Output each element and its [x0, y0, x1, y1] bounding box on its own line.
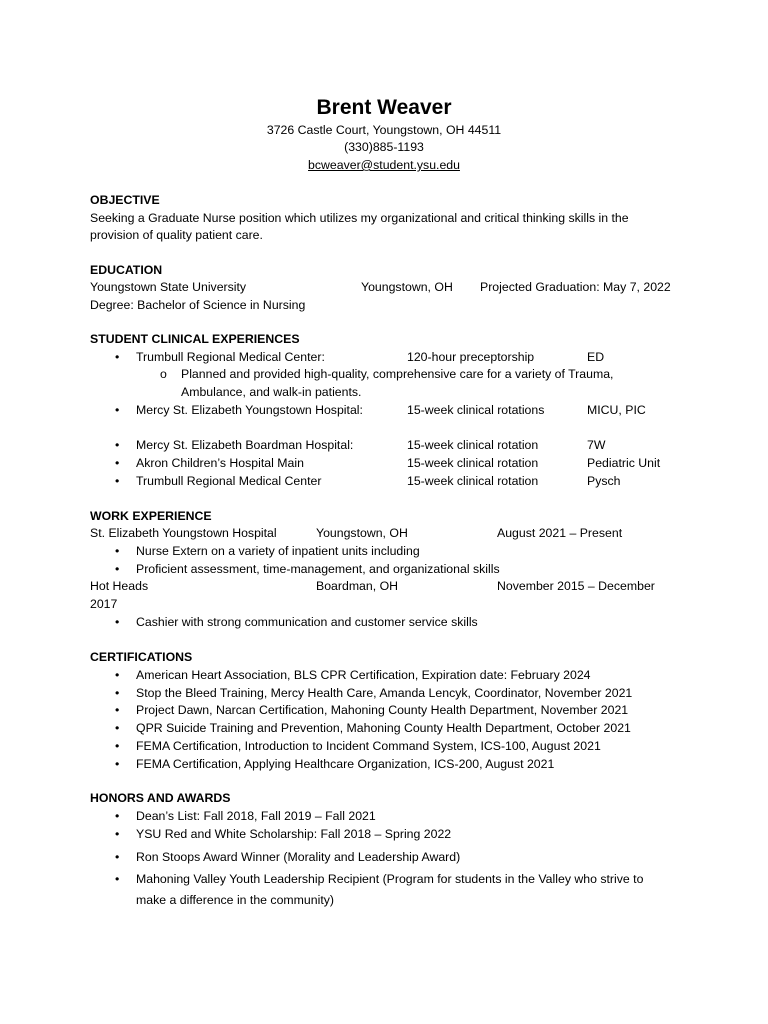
- work-bullet: Cashier with strong communication and customer service skills: [136, 615, 478, 629]
- clinical-site: Trumbull Regional Medical Center: [136, 474, 322, 488]
- certification-item: FEMA Certification, Introduction to Incident Command System, ICS-100, August 2021: [136, 739, 601, 753]
- education-heading: EDUCATION: [90, 263, 163, 277]
- email-link[interactable]: bcweaver@student.ysu.edu: [308, 158, 460, 172]
- work-dates: August 2021 – Present: [497, 526, 623, 540]
- work-heading: WORK EXPERIENCE: [90, 509, 212, 523]
- clinical-sub-detail: Ambulance, and walk-in patients.: [181, 385, 362, 399]
- bullet-icon: •: [115, 474, 120, 488]
- clinical-unit: Pysch: [587, 474, 621, 488]
- objective-text-line: Seeking a Graduate Nurse position which utilizes my organizational and critical thinking skills in the: [90, 211, 629, 225]
- honor-item: Mahoning Valley Youth Leadership Recipient (Program for students in the Valley who strive to: [136, 872, 644, 886]
- clinical-duration: 15-week clinical rotation: [407, 474, 539, 488]
- bullet-icon: •: [115, 850, 120, 864]
- honors-heading: HONORS AND AWARDS: [90, 791, 231, 805]
- education-degree: Degree: Bachelor of Science in Nursing: [90, 298, 306, 312]
- bullet-icon: •: [115, 703, 120, 717]
- bullet-icon: •: [115, 615, 120, 629]
- clinical-duration: 15-week clinical rotation: [407, 438, 539, 452]
- clinical-site: Trumbull Regional Medical Center:: [136, 350, 325, 364]
- objective-heading: OBJECTIVE: [90, 193, 160, 207]
- bullet-icon: •: [115, 544, 120, 558]
- work-employer: Hot Heads: [90, 579, 149, 593]
- bullet-icon: •: [115, 668, 120, 682]
- clinical-site: Mercy St. Elizabeth Boardman Hospital:: [136, 438, 354, 452]
- bullet-icon: •: [115, 739, 120, 753]
- honor-item: Ron Stoops Award Winner (Morality and Leadership Award): [136, 850, 461, 864]
- honor-item: YSU Red and White Scholarship: Fall 2018 – Spring 2022: [136, 827, 452, 841]
- work-bullet: Nurse Extern on a variety of inpatient units including: [136, 544, 420, 558]
- bullet-icon: •: [115, 721, 120, 735]
- certification-item: FEMA Certification, Applying Healthcare Organization, ICS-200, August 2021: [136, 757, 555, 771]
- clinical-sub-detail: Planned and provided high-quality, comprehensive care for a variety of Trauma,: [181, 367, 614, 381]
- bullet-icon: •: [115, 350, 120, 364]
- clinical-unit: Pediatric Unit: [587, 456, 661, 470]
- bullet-icon: •: [115, 403, 120, 417]
- clinical-duration: 120-hour preceptorship: [407, 350, 535, 364]
- work-location: Youngstown, OH: [316, 526, 408, 540]
- clinical-duration: 15-week clinical rotation: [407, 456, 539, 470]
- address: 3726 Castle Court, Youngstown, OH 44511: [266, 123, 502, 137]
- work-location: Boardman, OH: [316, 579, 399, 593]
- education-graduation: Projected Graduation: May 7, 2022: [480, 280, 671, 294]
- honor-item-continued: make a difference in the community): [136, 893, 334, 907]
- bullet-icon: •: [115, 827, 120, 841]
- bullet-icon: •: [115, 757, 120, 771]
- honor-item: Dean’s List: Fall 2018, Fall 2019 – Fall 2021: [136, 809, 376, 823]
- work-dates: November 2015 – December: [497, 579, 655, 593]
- sub-bullet-icon: o: [160, 367, 167, 381]
- bullet-icon: •: [115, 562, 120, 576]
- work-employer: St. Elizabeth Youngstown Hospital: [90, 526, 277, 540]
- clinical-site: Mercy St. Elizabeth Youngstown Hospital:: [136, 403, 363, 417]
- phone: (330)885-1193: [344, 140, 424, 154]
- education-location: Youngstown, OH: [361, 280, 453, 294]
- clinical-unit: MICU, PIC: [587, 403, 646, 417]
- bullet-icon: •: [115, 456, 120, 470]
- clinical-duration: 15-week clinical rotations: [407, 403, 545, 417]
- objective-text-line: provision of quality patient care.: [90, 228, 263, 242]
- certification-item: QPR Suicide Training and Prevention, Mahoning County Health Department, October 2021: [136, 721, 631, 735]
- work-bullet: Proficient assessment, time-management, and organizational skills: [136, 562, 500, 576]
- bullet-icon: •: [115, 872, 120, 886]
- bullet-icon: •: [115, 809, 120, 823]
- certifications-heading: CERTIFICATIONS: [90, 650, 193, 664]
- bullet-icon: •: [115, 438, 120, 452]
- bullet-icon: •: [115, 686, 120, 700]
- certification-item: Project Dawn, Narcan Certification, Mahoning County Health Department, November 2021: [136, 703, 629, 717]
- clinical-heading: STUDENT CLINICAL EXPERIENCES: [90, 332, 300, 346]
- certification-item: American Heart Association, BLS CPR Certification, Expiration date: February 2024: [136, 668, 591, 682]
- work-dates-continued: 2017: [90, 597, 118, 611]
- clinical-site: Akron Children’s Hospital Main: [136, 456, 304, 470]
- certification-item: Stop the Bleed Training, Mercy Health Care, Amanda Lencyk, Coordinator, November 2021: [136, 686, 633, 700]
- candidate-name: Brent Weaver: [316, 96, 452, 119]
- clinical-unit: ED: [587, 350, 605, 364]
- education-school: Youngstown State University: [90, 280, 247, 294]
- email-container: [0, 156, 768, 174]
- clinical-unit: 7W: [587, 438, 606, 452]
